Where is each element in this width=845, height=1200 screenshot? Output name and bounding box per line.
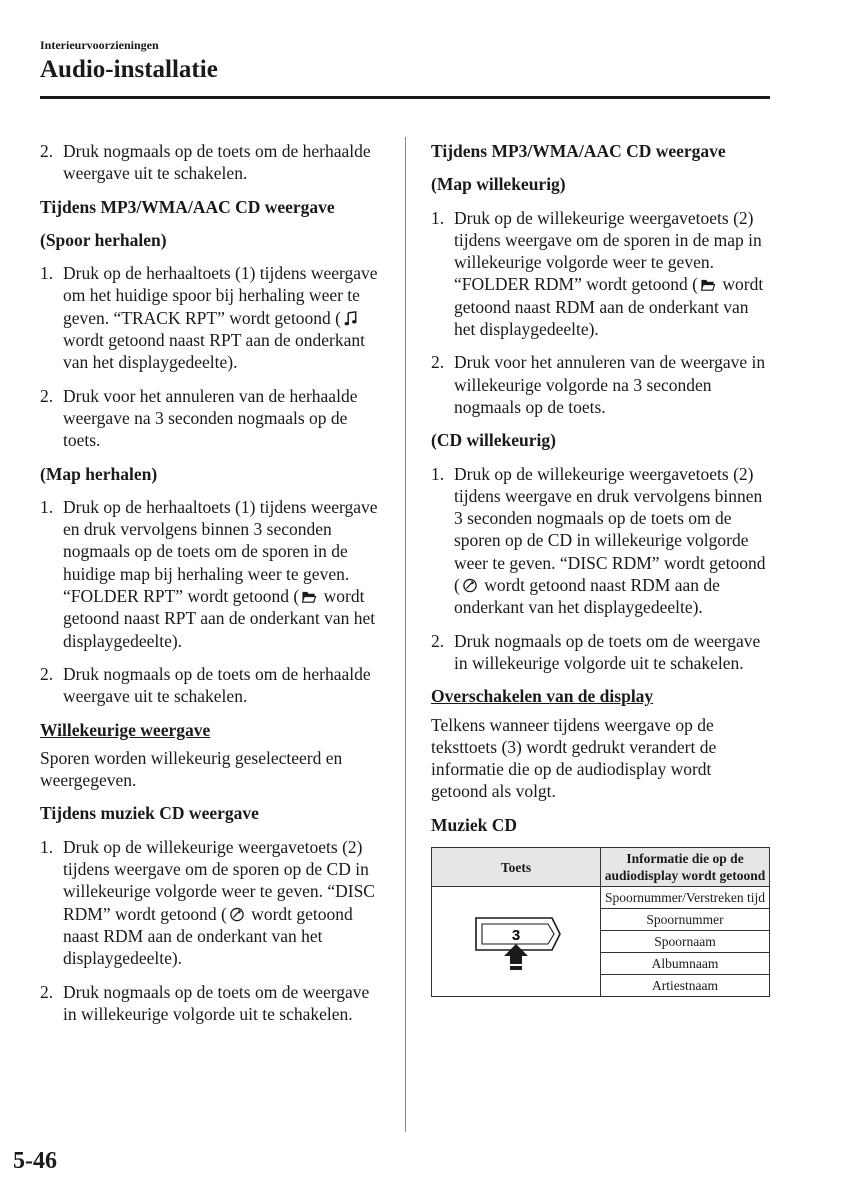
item-text: Druk voor het annuleren van de weergave in willekeurige volgorde na 3 seconden nogmaals op de toets.: [454, 352, 766, 417]
item-number: 1.: [431, 463, 445, 484]
text-button-icon: [466, 910, 566, 974]
item-number: 1.: [40, 496, 54, 517]
table-cell: Spoornummer/Verstreken tijd: [601, 887, 770, 909]
item-text: Druk nogmaals op de toets om de weergave in willekeurige volgorde uit te schakelen.: [454, 630, 761, 673]
section-heading: Tijdens MP3/WMA/AAC CD weergave: [431, 141, 726, 161]
page-title: Audio-installatie: [40, 56, 218, 83]
item-text: Druk nogmaals op de toets om de weergave in willekeurige volgorde uit te schakelen.: [63, 981, 370, 1024]
paragraph: Telkens wanneer tijdens weergave op de teksttoets (3) wordt gedrukt verandert de informatie die op de audiodisplay wordt getoond als volgt.: [431, 714, 717, 802]
item-text: Druk nogmaals op de toets om de herhaalde weergave uit te schakelen.: [63, 663, 371, 707]
header-rule: [40, 96, 770, 99]
list-item: [40, 981, 380, 1026]
item-text: Druk nogmaals op de toets om de herhaalde weergave uit te schakelen.: [63, 141, 371, 184]
table-cell: Artiestnaam: [601, 975, 770, 997]
page-number: 5-46: [13, 1148, 57, 1174]
table-cell: Spoornaam: [601, 931, 770, 953]
subsection-heading: (Map herhalen): [40, 463, 158, 484]
list-item: [431, 463, 771, 619]
section-heading: Tijdens muziek CD weergave: [40, 803, 259, 824]
table-header-key: Toets: [432, 848, 601, 887]
table-cell: Spoornummer: [601, 909, 770, 931]
item-number: 2.: [431, 630, 445, 651]
list-item: [40, 262, 380, 373]
item-text: Druk op de willekeurige weergavetoets (2) tijdens weergave en druk vervolgens binnen 3 seconden nogmaals op de toets om de sporen op de CD in willekeurige volgorde weer te geven. “DISC RDM” wordt getoond ( wordt getoond naast RDM aan de onderkant van het displaygedeelte).: [454, 463, 766, 618]
list-item: [40, 496, 380, 652]
list-item: [431, 207, 771, 341]
right-column: [431, 140, 771, 997]
item-text: Druk op de willekeurige weergavetoets (2) tijdens weergave om de sporen in de map in willekeurige volgorde weer te geven. “FOLDER RDM” wordt getoond ( wordt getoond naast RDM aan de onderkant van het displaygedeelte).: [454, 207, 764, 340]
section-heading-underlined: Willekeurige weergave: [40, 719, 211, 740]
list-item: [40, 385, 380, 452]
subsection-heading: (Map willekeurig): [431, 174, 566, 195]
section-label: Interieurvoorzieningen: [40, 38, 159, 52]
item-number: 2.: [40, 385, 54, 406]
paragraph: Sporen worden willekeurig geselecteerd en weergegeven.: [40, 747, 343, 791]
section-heading-underlined: Overschakelen van de display: [431, 686, 654, 707]
section-heading: Tijdens MP3/WMA/AAC CD weergave: [40, 196, 335, 217]
subsection-heading: (CD willekeurig): [431, 430, 556, 451]
column-divider: [405, 137, 406, 1132]
subsection-heading: (Spoor herhalen): [40, 229, 167, 250]
item-number: 1.: [40, 263, 54, 284]
item-text: Druk op de willekeurige weergavetoets (2) tijdens weergave om de sporen op de CD in willekeurige volgorde weer te geven. “DISC RDM” wordt getoond ( wordt getoond naast RDM aan de onderkant van het displaygedeelte).: [63, 836, 375, 969]
item-number: 2.: [40, 141, 54, 161]
item-number: 1.: [40, 836, 54, 857]
item-text: Druk op de herhaaltoets (1) tijdens weergave om het huidige spoor bij herhaling weer te geven. “TRACK RPT” wordt getoond ( wordt getoond naast RPT aan de onderkant van het displaygedeelte).: [63, 263, 378, 373]
item-text: Druk op de herhaaltoets (1) tijdens weergave en druk vervolgens binnen 3 seconden nogmaals op de toets om de sporen in de huidige map bij herhaling weer te geven. “FOLDER RPT” wordt getoond ( wordt getoond naast RPT aan de onderkant van het displaygedeelte).: [63, 496, 378, 651]
item-number: 1.: [431, 207, 445, 228]
table-cell: Albumnaam: [601, 953, 770, 975]
key-number: 3: [511, 926, 521, 944]
list-item: [40, 140, 380, 185]
display-info-table: [431, 847, 770, 997]
folder-icon: [301, 589, 317, 604]
table-header-info: Informatie die op de audiodisplay wordt getoond: [601, 848, 770, 887]
list-item: [431, 351, 771, 418]
key-cell: [432, 887, 601, 997]
folder-icon: [700, 277, 716, 292]
list-item: [40, 836, 380, 970]
item-number: 2.: [40, 981, 54, 1002]
list-item: [431, 630, 771, 675]
item-text: Druk voor het annuleren van de herhaalde weergave na 3 seconden nogmaals op de toets.: [63, 385, 358, 451]
disc-shuffle-icon: [229, 907, 245, 922]
section-heading: Muziek CD: [431, 814, 518, 835]
left-column: [40, 140, 380, 1036]
list-item: [40, 663, 380, 708]
music-note-icon: [343, 311, 359, 326]
disc-shuffle-icon: [462, 578, 478, 593]
item-number: 2.: [431, 352, 445, 373]
item-number: 2.: [40, 663, 54, 684]
